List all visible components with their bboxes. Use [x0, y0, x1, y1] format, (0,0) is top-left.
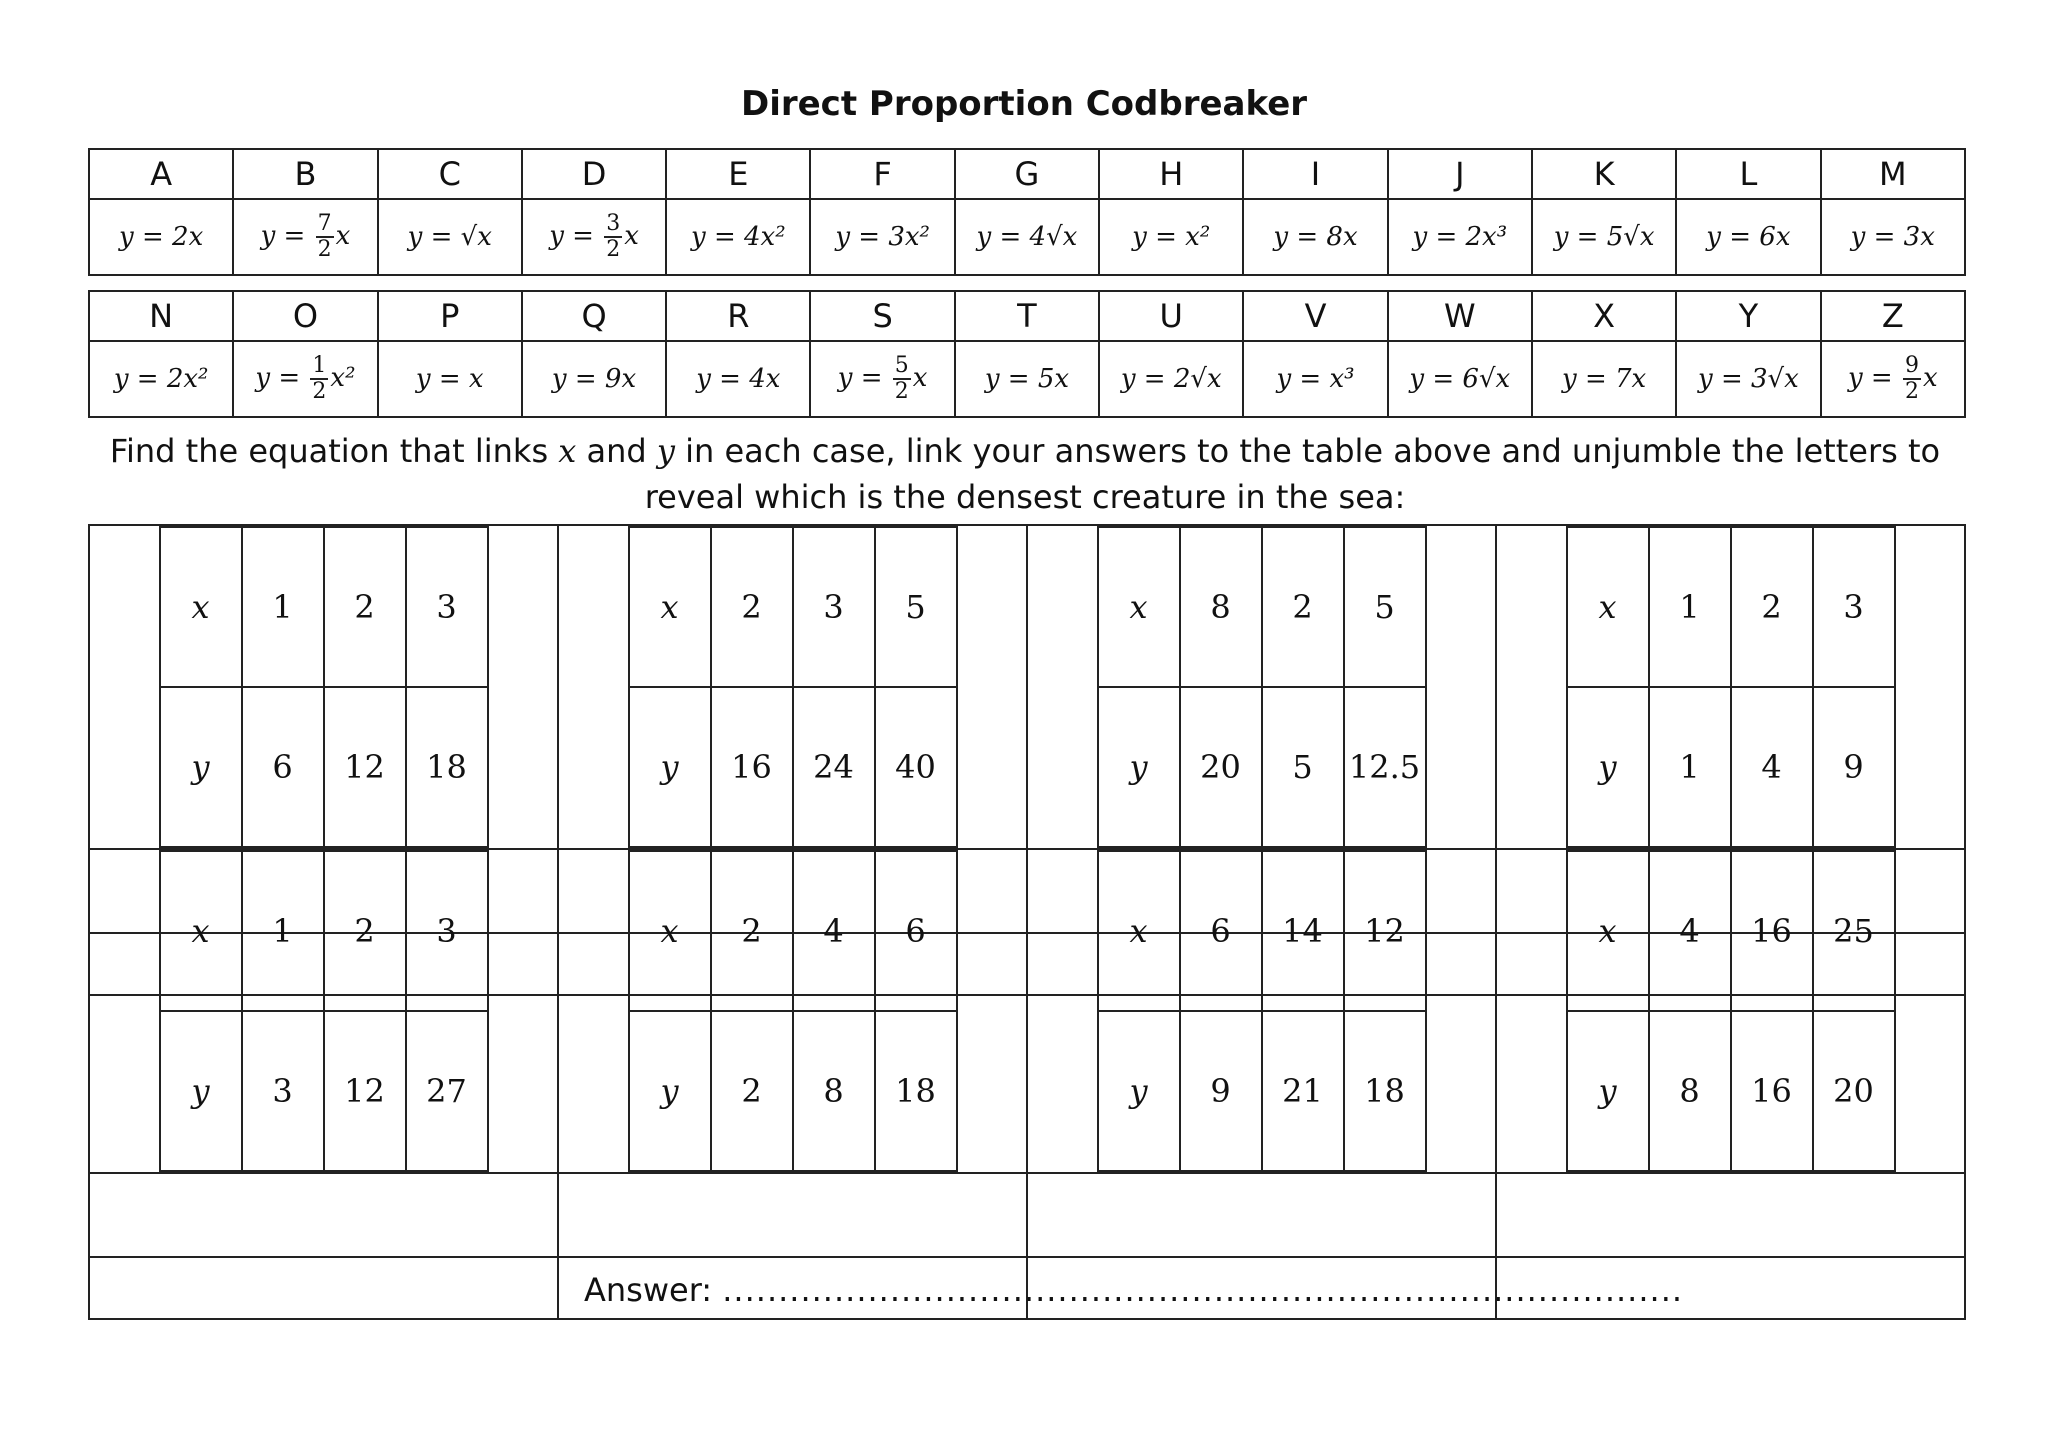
x-value: 2 — [711, 527, 793, 687]
y-value: 12.5 — [1344, 687, 1426, 847]
variable-y: y — [656, 432, 675, 470]
code-equation: y = x — [378, 341, 522, 417]
code-letter: B — [233, 149, 377, 199]
row-label-y: y — [160, 1011, 242, 1171]
xy-table — [628, 526, 958, 848]
instructions-text: and — [576, 432, 657, 470]
x-value: 1 — [1649, 527, 1731, 687]
y-value: 3 — [242, 1011, 324, 1171]
x-value: 5 — [875, 527, 957, 687]
variable-x: x — [558, 432, 577, 470]
code-equation: y = 3√x — [1676, 341, 1820, 417]
xy-table — [159, 850, 489, 1172]
x-value: 12 — [1344, 851, 1426, 1011]
xy-table — [1566, 850, 1896, 1172]
code-equation: y = 5√x — [1532, 199, 1676, 275]
code-letter: F — [810, 149, 954, 199]
x-value: 3 — [793, 527, 875, 687]
code-letter: R — [666, 291, 810, 341]
code-equation: y = $\frac{5}{2}$ x — [810, 341, 954, 417]
x-value: 3 — [406, 851, 488, 1011]
instructions — [70, 428, 1980, 520]
code-equation: y = 2x³ — [1388, 199, 1532, 275]
y-value: 18 — [406, 687, 488, 847]
y-value: 8 — [793, 1011, 875, 1171]
y-value: 20 — [1180, 687, 1262, 847]
x-value: 2 — [324, 527, 406, 687]
xy-table — [628, 850, 958, 1172]
y-value: 2 — [711, 1011, 793, 1171]
code-equation: y = 6x — [1676, 199, 1820, 275]
x-value: 14 — [1262, 851, 1344, 1011]
working-space[interactable] — [1027, 1173, 1496, 1257]
code-equation: y = x² — [1099, 199, 1243, 275]
code-letter: Z — [1821, 291, 1965, 341]
fraction: $\frac{7}{2}$ — [317, 211, 332, 262]
row-label-y: y — [1098, 1011, 1180, 1171]
problem-cell — [1496, 849, 1965, 1173]
code-letter: M — [1821, 149, 1965, 199]
y-value: 21 — [1262, 1011, 1344, 1171]
x-value: 16 — [1731, 851, 1813, 1011]
x-value: 5 — [1344, 527, 1426, 687]
answer-space[interactable] — [89, 1257, 558, 1319]
fraction: $\frac{5}{2}$ — [894, 353, 909, 404]
row-label-y: y — [1567, 1011, 1649, 1171]
code-letter: Y — [1676, 291, 1820, 341]
x-value: 6 — [875, 851, 957, 1011]
code-equation: y = x³ — [1243, 341, 1387, 417]
y-value: 8 — [1649, 1011, 1731, 1171]
code-letter: K — [1532, 149, 1676, 199]
problem-cell — [89, 849, 558, 1173]
row-label-x: x — [160, 527, 242, 687]
row-label-x: x — [1567, 851, 1649, 1011]
y-value: 5 — [1262, 687, 1344, 847]
instructions-text: in each case, link your answers to the table above and unjumble the letters to reveal which is the densest creature in the sea: — [644, 432, 1941, 516]
y-value: 12 — [324, 1011, 406, 1171]
x-value: 1 — [242, 851, 324, 1011]
code-equation: y = 3x — [1821, 199, 1965, 275]
x-value: 4 — [1649, 851, 1731, 1011]
code-letter: L — [1676, 149, 1820, 199]
x-value: 6 — [1180, 851, 1262, 1011]
code-equation: y = $\frac{1}{2}$ x² — [233, 341, 377, 417]
answer-line — [584, 1268, 1683, 1312]
code-letter: D — [522, 149, 666, 199]
code-letter: N — [89, 291, 233, 341]
row-label-x: x — [1098, 527, 1180, 687]
fraction: $\frac{9}{2}$ — [1904, 353, 1919, 404]
answer-blank[interactable]: ...................................................................................... — [722, 1271, 1684, 1309]
code-letter: S — [810, 291, 954, 341]
code-equation: y = 4√x — [955, 199, 1099, 275]
code-letter: U — [1099, 291, 1243, 341]
code-letter: V — [1243, 291, 1387, 341]
row-label-y: y — [1098, 687, 1180, 847]
x-value: 2 — [324, 851, 406, 1011]
x-value: 8 — [1180, 527, 1262, 687]
code-letter: O — [233, 291, 377, 341]
x-value: 3 — [1813, 527, 1895, 687]
code-equation: y = 4x² — [666, 199, 810, 275]
fraction: $\frac{3}{2}$ — [606, 211, 621, 262]
page-title: Direct Proportion Codbreaker — [740, 84, 1308, 124]
code-equation: y = 7x — [1532, 341, 1676, 417]
code-equation: y = $\frac{9}{2}$ x — [1821, 341, 1965, 417]
y-value: 9 — [1180, 1011, 1262, 1171]
xy-table — [159, 526, 489, 848]
y-value: 40 — [875, 687, 957, 847]
xy-table — [1097, 850, 1427, 1172]
fraction: $\frac{1}{2}$ — [312, 353, 327, 404]
code-letter: J — [1388, 149, 1532, 199]
x-value: 4 — [793, 851, 875, 1011]
working-space[interactable] — [558, 1173, 1027, 1257]
code-letter: X — [1532, 291, 1676, 341]
row-label-x: x — [160, 851, 242, 1011]
code-equation: y = 2√x — [1099, 341, 1243, 417]
code-equation: y = 2x² — [89, 341, 233, 417]
x-value: 3 — [406, 527, 488, 687]
code-table-a-to-m — [88, 148, 1966, 276]
x-value: 2 — [711, 851, 793, 1011]
code-equation: y = 5x — [955, 341, 1099, 417]
code-letter: A — [89, 149, 233, 199]
code-letter: W — [1388, 291, 1532, 341]
y-value: 1 — [1649, 687, 1731, 847]
problem-cell — [1496, 525, 1965, 849]
y-value: 27 — [406, 1011, 488, 1171]
code-equation: y = 3x² — [810, 199, 954, 275]
xy-table — [1097, 526, 1427, 848]
row-label-y: y — [629, 687, 711, 847]
row-label-x: x — [1567, 527, 1649, 687]
code-equation: y = $\frac{7}{2}$ x — [233, 199, 377, 275]
working-space[interactable] — [89, 1173, 558, 1257]
y-value: 16 — [1731, 1011, 1813, 1171]
x-value: 1 — [242, 527, 324, 687]
instructions-text: Find the equation that links — [109, 432, 559, 470]
code-equation: y = 6√x — [1388, 341, 1532, 417]
x-value: 2 — [1731, 527, 1813, 687]
y-value: 16 — [711, 687, 793, 847]
code-table-n-to-z — [88, 290, 1966, 418]
y-value: 18 — [875, 1011, 957, 1171]
problem-cell — [1027, 525, 1496, 849]
row-label-y: y — [1567, 687, 1649, 847]
problem-cell — [558, 849, 1027, 1173]
y-value: 4 — [1731, 687, 1813, 847]
y-value: 9 — [1813, 687, 1895, 847]
x-value: 25 — [1813, 851, 1895, 1011]
problem-cell — [89, 525, 558, 849]
code-letter: T — [955, 291, 1099, 341]
y-value: 6 — [242, 687, 324, 847]
problem-cell — [1027, 849, 1496, 1173]
code-equation: y = 8x — [1243, 199, 1387, 275]
code-letter: C — [378, 149, 522, 199]
row-label-y: y — [160, 687, 242, 847]
working-space[interactable] — [1496, 1173, 1965, 1257]
code-equation: y = 9x — [522, 341, 666, 417]
y-value: 24 — [793, 687, 875, 847]
y-value: 20 — [1813, 1011, 1895, 1171]
y-value: 12 — [324, 687, 406, 847]
row-label-x: x — [629, 527, 711, 687]
code-letter: P — [378, 291, 522, 341]
xy-table — [1566, 526, 1896, 848]
row-label-y: y — [629, 1011, 711, 1171]
code-letter: Q — [522, 291, 666, 341]
code-equation: y = 2x — [89, 199, 233, 275]
row-label-x: x — [629, 851, 711, 1011]
code-equation: y = $\frac{3}{2}$ x — [522, 199, 666, 275]
x-value: 2 — [1262, 527, 1344, 687]
code-equation: y = √x — [378, 199, 522, 275]
y-value: 18 — [1344, 1011, 1426, 1171]
code-letter: G — [955, 149, 1099, 199]
problem-grid-bottom — [88, 848, 1966, 1320]
problem-cell — [558, 525, 1027, 849]
code-letter: H — [1099, 149, 1243, 199]
row-label-x: x — [1098, 851, 1180, 1011]
code-letter: I — [1243, 149, 1387, 199]
answer-label: Answer: — [584, 1271, 713, 1309]
code-letter: E — [666, 149, 810, 199]
code-equation: y = 4x — [666, 341, 810, 417]
